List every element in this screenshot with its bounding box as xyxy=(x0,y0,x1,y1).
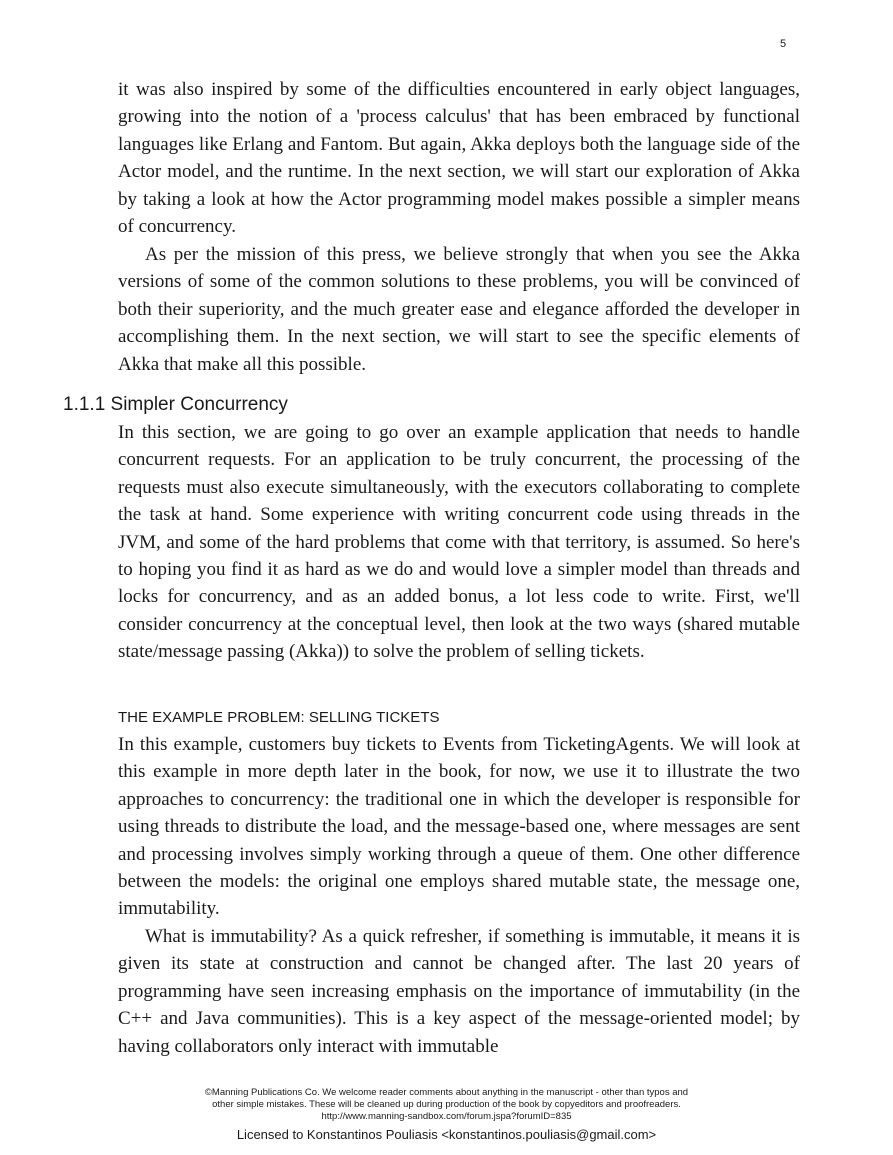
license-line: Licensed to Konstantinos Pouliasis <konstantinos.pouliasis@gmail.com> xyxy=(236,1127,657,1142)
forum-url: http://www.manning-sandbox.com/forum.jspa?forumID=835 xyxy=(321,1111,572,1122)
page-footer xyxy=(0,1087,893,1142)
paragraph-immutability: What is immutability? As a quick refresher, if something is immutable, it means it is given its state at construction and cannot be changed after. The last 20 years of programming have seen increasing emphasis on the importance of immutability (in the C++ and Java communities). This is a key aspect of the message-oriented model; by having collaborators only interact with immutable xyxy=(118,926,800,1057)
section-heading: 1.1.1 Simpler Concurrency xyxy=(63,394,288,415)
paragraph-simpler-concurrency: In this section, we are going to go over an example application that needs to handle concurrent requests. For an application to be truly concurrent, the processing of the requests must also execute simultaneously, with the executors collaborating to complete the task at hand. Some experience with writing concurrent code using threads in the JVM, and some of the hard problems that come with that territory, is assumed. So here's to hoping you find it as hard as we do and would love a simpler model than threads and locks for concurrency, and as an added bonus, a lot less code to write. First, we'll consider concurrency at the conceptual level, then look at the two ways (shared mutable state/message passing (Akka)) to solve the problem of selling tickets. xyxy=(118,422,800,663)
paragraph-intro-continued: it was also inspired by some of the difficulties encountered in early object languages, growing into the notion of a 'process calculus' that has been embraced by functional languages like Erlang and Fantom. But again, Akka deploys both the language side of the Actor model, and the runtime. In the next section, we will start our exploration of Akka by taking a look at how the Actor programming model makes possible a simpler means of concurrency. xyxy=(118,79,800,238)
paragraph-mission: As per the mission of this press, we believe strongly that when you see the Akka versions of some of the common solutions to these problems, you will be convinced of both their superiority, and the much greater ease and elegance afforded the developer in accomplishing them. In the next section, we will start to see the specific elements of Akka that make all this possible. xyxy=(118,244,800,375)
copyright-line-1: ©Manning Publications Co. We welcome reader comments about anything in the manuscript - other than typos and xyxy=(204,1087,689,1098)
paragraph-example: In this example, customers buy tickets to Events from TicketingAgents. We will look at this example in more depth later in the book, for now, we use it to illustrate the two approaches to concurrency: the traditional one in which the developer is responsible for using threads to distribute the load, and the message-based one, where messages are sent and processing involves simply working through a queue of them. One other difference between the models: the original one employs shared mutable state, the message one, immutability. xyxy=(118,734,800,920)
copyright-line-2: other simple mistakes. These will be cleaned up during production of the book by copyeditors and proofreaders. xyxy=(212,1099,681,1110)
page-number: 5 xyxy=(780,38,787,50)
subsection-heading: THE EXAMPLE PROBLEM: SELLING TICKETS xyxy=(118,709,440,726)
